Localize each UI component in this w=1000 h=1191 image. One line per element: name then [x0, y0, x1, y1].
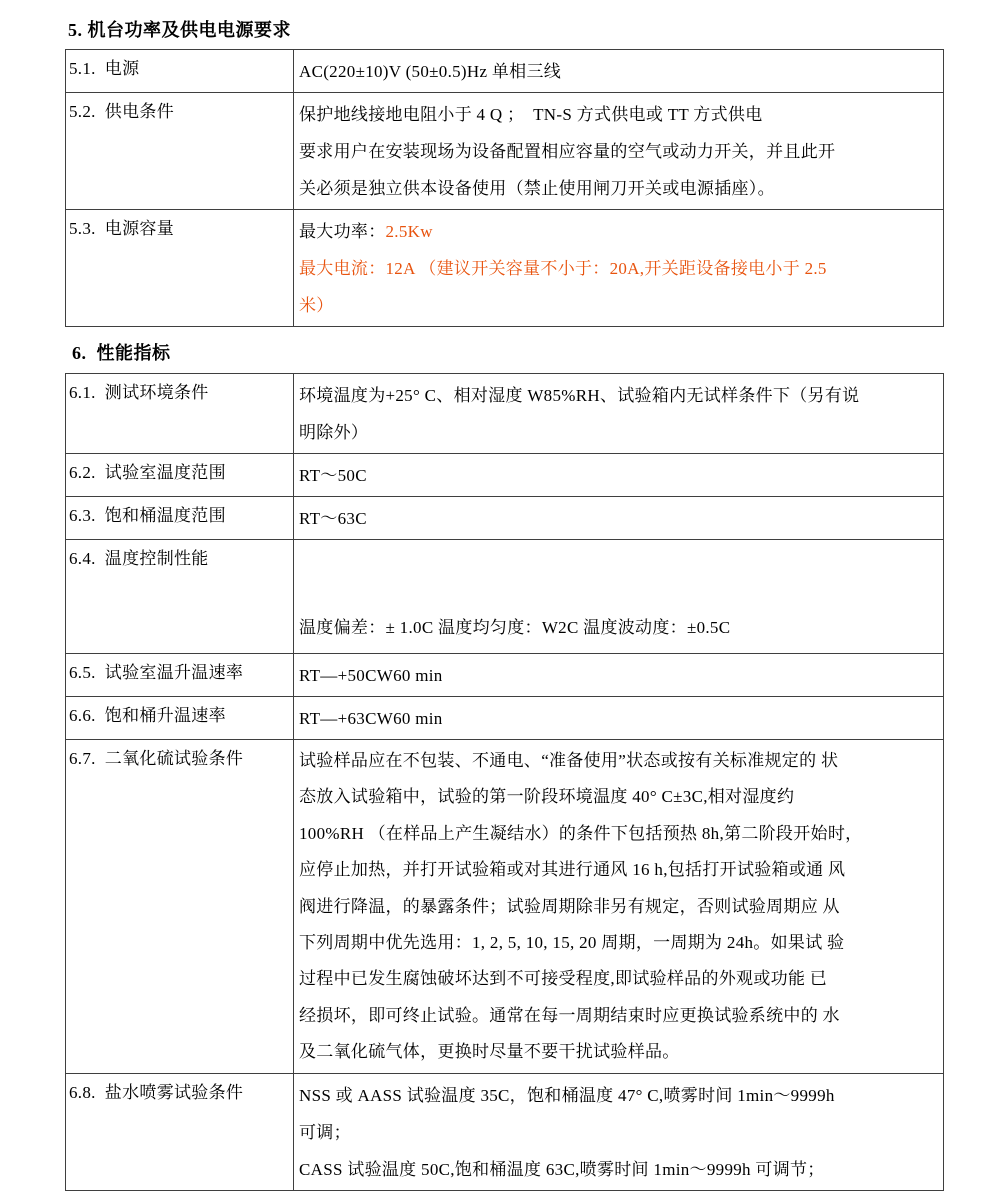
value-line: CASS 试验温度 50C,饱和桶温度 63C,喷雾时间 1min～9999h 可调节； [299, 1159, 825, 1179]
row-label: 6.7. 二氧化硫试验条件 [69, 749, 244, 768]
row-label-cell [66, 740, 294, 1074]
value-line: RT～50C [299, 466, 367, 485]
row-label-cell [66, 497, 294, 540]
row-label-cell [66, 697, 294, 740]
table-row [66, 93, 944, 210]
value-line: 温度偏差：± 1.0C 温度均匀度：W2C 温度波动度：±0.5C [299, 618, 731, 637]
row-label-cell [66, 540, 294, 654]
row-label: 6.2. 试验室温度范围 [69, 463, 226, 482]
max-current-line: 米） [299, 296, 334, 315]
value-line: 过程中已发生腐蚀破坏达到不可接受程度,即试验样品的外观或功能 已 [299, 969, 828, 989]
performance-specs-table [65, 373, 944, 1191]
row-label: 6.4. 温度控制性能 [69, 549, 209, 568]
value-line: 要求用户在安装现场为设备配置相应容量的空气或动力开关，并且此开 [299, 142, 836, 161]
value-line: 关必须是独立供本设备使用（禁止使用闸刀开关或电源插座）。 [299, 179, 775, 198]
value-line: 经损坏，即可终止试验。通常在每一周期结束时应更换试验系统中的 水 [299, 1005, 840, 1025]
table-row [66, 540, 944, 654]
value-line: 100%RH （在样品上产生凝结水）的条件下包括预热 8h,第二阶段开始时， [299, 823, 863, 843]
value-line: RT—+63CW60 min [299, 709, 443, 728]
row-value-cell [294, 697, 944, 740]
section-6-heading: 6. 性能指标 [72, 343, 171, 363]
max-power-label: 最大功率： [299, 222, 386, 241]
row-value-cell [294, 1073, 944, 1190]
row-label: 6.6. 饱和桶升温速率 [69, 706, 226, 725]
row-value-cell [294, 740, 944, 1074]
table-row [66, 697, 944, 740]
max-power-value: 2.5Kw [385, 222, 433, 241]
value-line: 态放入试验箱中，试验的第一阶段环境温度 40° C±3C,相对湿度约 [299, 787, 795, 807]
row-label: 5.3. 电源容量 [69, 219, 174, 238]
document-page [0, 16, 1000, 1179]
power-requirements-table [65, 49, 944, 327]
value-line: 及二氧化硫气体，更换时尽量不要干扰试验样品。 [299, 1042, 680, 1062]
table-row [66, 374, 944, 454]
row-value-cell [294, 454, 944, 497]
row-label-cell [66, 374, 294, 454]
row-value-cell [294, 540, 944, 654]
row-value-cell [294, 210, 944, 327]
value-line: 试验样品应在不包装、不通电、“准备使用”状态或按有关标准规定的 状 [299, 751, 839, 770]
row-label: 6.1. 测试环境条件 [69, 383, 209, 402]
table-row [66, 497, 944, 540]
row-label: 6.8. 盐水喷雾试验条件 [69, 1082, 244, 1102]
value-line: 明除外） [299, 423, 369, 442]
value-line: 应停止加热，并打开试验箱或对其进行通风 16 h,包括打开试验箱或通 风 [299, 860, 846, 880]
value-line: RT～63C [299, 509, 367, 528]
row-value-cell [294, 654, 944, 697]
row-value-cell [294, 50, 944, 93]
row-value-cell [294, 497, 944, 540]
table-row [66, 210, 944, 327]
value-line: 环境温度为+25° C、相对湿度 W85%RH、试验箱内无试样条件下（另有说 [299, 386, 860, 405]
max-current-line: 最大电流：12A （建议开关容量不小于：20A,开关距设备接电小于 2.5 [299, 259, 827, 278]
row-label: 6.3. 饱和桶温度范围 [69, 506, 226, 525]
value-line [299, 213, 939, 250]
row-label: 5.1. 电源 [69, 59, 140, 78]
row-label-cell [66, 454, 294, 497]
table-row [66, 740, 944, 1074]
row-label-cell [66, 1073, 294, 1190]
value-line: 阀进行降温，的暴露条件；试验周期除非另有规定，否则试验周期应 从 [299, 896, 840, 916]
section-5-heading: 5. 机台功率及供电电源要求 [68, 20, 291, 40]
value-line: NSS 或 AASS 试验温度 35C，饱和桶温度 47° C,喷雾时间 1min～9999h [299, 1085, 835, 1105]
table-row [66, 1073, 944, 1190]
table-row [66, 454, 944, 497]
value-line: 下列周期中优先选用：1, 2, 5, 10, 15, 20 周期，一周期为 24h。如果试 验 [299, 933, 845, 953]
value-line: AC(220±10)V (50±0.5)Hz 单相三线 [299, 62, 562, 81]
table-row [66, 654, 944, 697]
table-row [66, 50, 944, 93]
value-line: RT—+50CW60 min [299, 666, 443, 685]
row-label: 5.2. 供电条件 [69, 102, 174, 121]
value-line: 可调； [299, 1122, 351, 1142]
value-line: 保护地线接地电阻小于 4 Q ； TN-S 方式供电或 TT 方式供电 [299, 105, 763, 124]
row-value-cell [294, 93, 944, 210]
row-label-cell [66, 50, 294, 93]
row-value-cell [294, 374, 944, 454]
row-label-cell [66, 210, 294, 327]
row-label: 6.5. 试验室温升温速率 [69, 663, 244, 682]
row-label-cell [66, 654, 294, 697]
row-label-cell [66, 93, 294, 210]
